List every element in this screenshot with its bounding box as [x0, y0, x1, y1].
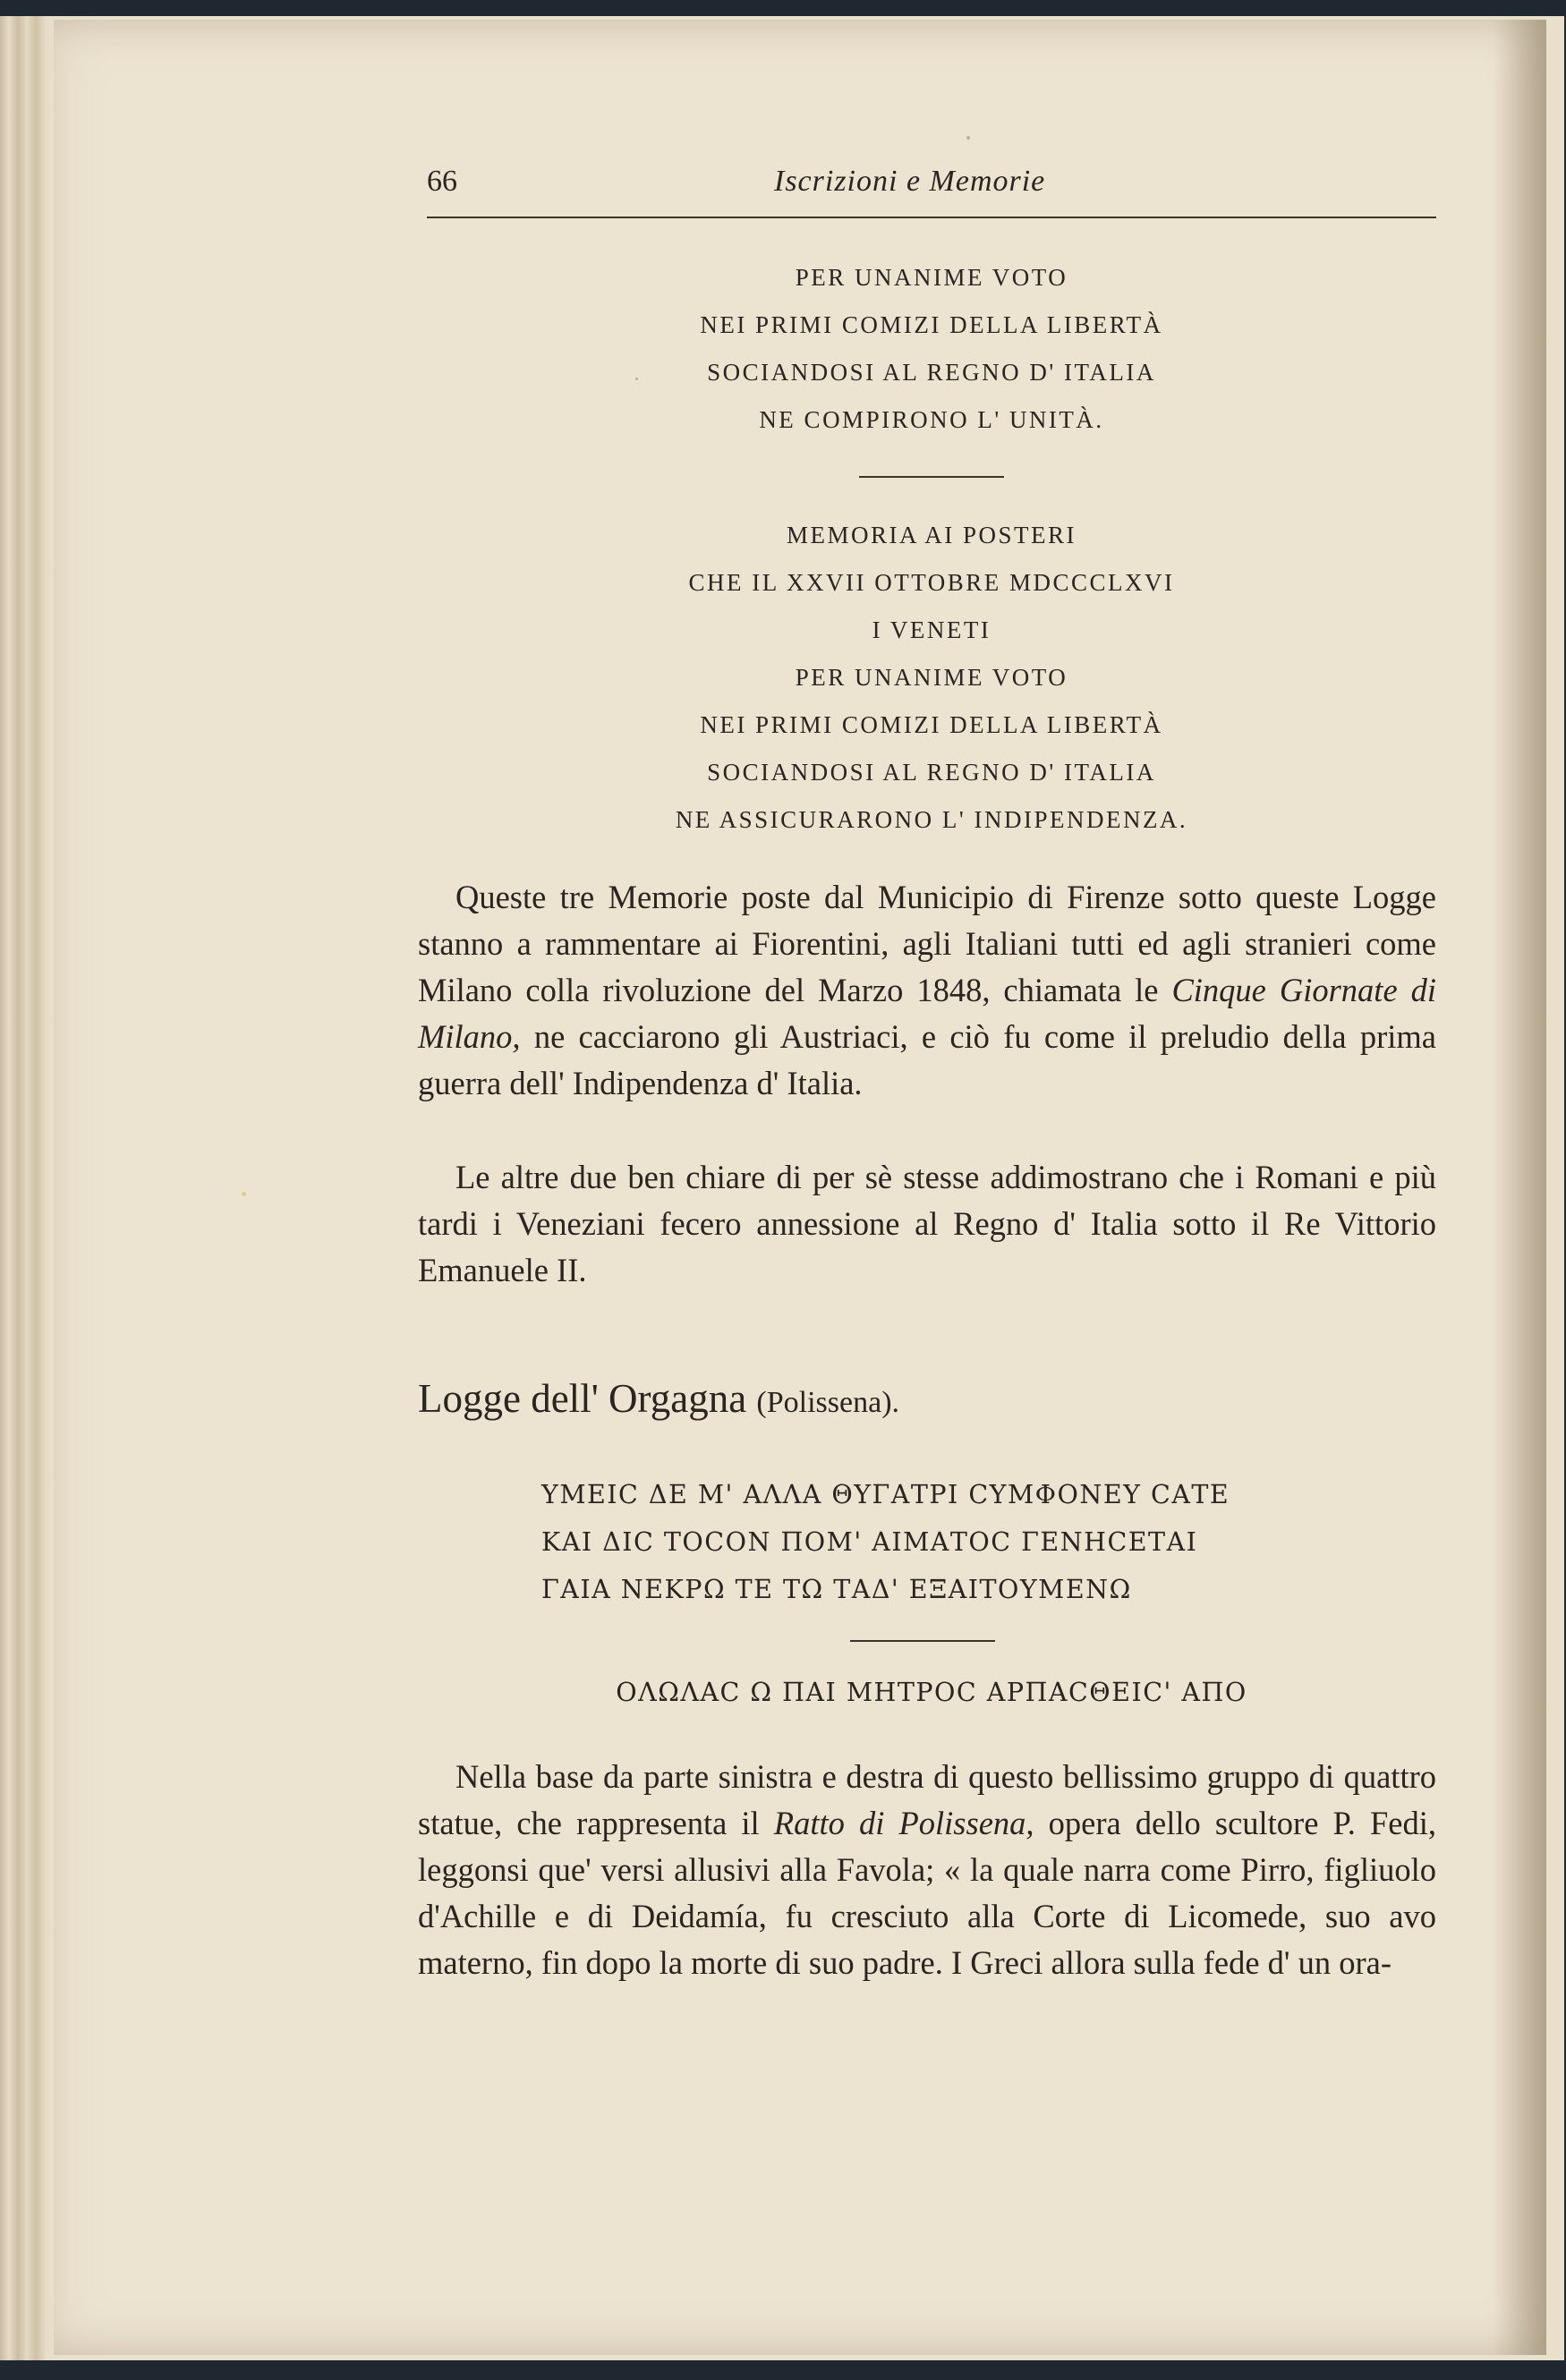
separator-rule — [859, 476, 1004, 478]
italic-title: Cinque Giornate di Milano, — [418, 972, 1437, 1055]
greek-inscription-line: ΟΛΩΛΑC Ω ΠΑΙ ΜΗΤΡΟC ΑΡΠΑCΘΕΙC' ΑΠΟ — [616, 1678, 1247, 1707]
greek-verse — [541, 1471, 1230, 1613]
book-page — [54, 20, 1546, 2355]
paragraph-text: ne cacciarono gli Austriaci, e ciò fu come il preludio della prima guerra dell' Indipendenza d' Italia. — [418, 1018, 1436, 1101]
inscription-line: PER UNANIME VOTO — [795, 664, 1068, 691]
inscription-line: CHE IL XXVII OTTOBRE MDCCCLXVI — [688, 569, 1175, 596]
inscription-line: I VENETI — [872, 616, 992, 643]
inscription-line: SOCIANDOSI AL REGNO D' ITALIA — [707, 359, 1156, 386]
running-head — [353, 165, 1436, 209]
inscription-line: NE ASSICURARONO L' INDIPENDENZA. — [675, 806, 1188, 833]
paragraph-text: Nella base da parte sinistra e destra di questo bellissimo gruppo di quattro statue, che rappresenta il — [418, 1758, 1436, 1841]
italic-title: Ratto di Polissena, — [773, 1805, 1034, 1841]
page-number: 66 — [427, 165, 457, 198]
inscription-line: SOCIANDOSI AL REGNO D' ITALIA — [707, 759, 1156, 786]
section-subtitle: (Polissena). — [756, 1386, 900, 1419]
inscription-italia — [427, 254, 1436, 444]
paragraph-memorie — [418, 874, 1436, 1107]
separator-rule — [850, 1640, 995, 1642]
binding-shadow — [1493, 20, 1546, 2355]
paragraph-annessione — [418, 1154, 1436, 1294]
inscription-veneti — [427, 512, 1436, 844]
paragraph-polissena — [418, 1754, 1436, 1986]
paragraph-text: opera dello scultore P. Fedi, leggonsi que' versi allusivi alla Favola; « la quale narra come Pirro, figliuolo d'Achille e di Deidamía, fu cresciuto alla Corte di Licomede, suo avo materno, fin dopo la morte di suo padre. I Greci allora sulla fede d' un ora- — [418, 1805, 1436, 1981]
inscription-line: NE COMPIRONO L' UNITÀ. — [759, 406, 1104, 433]
section-title: Logge dell' Orgagna — [418, 1376, 747, 1421]
greek-verse-line: ΚΑΙ ΔΙC ΤΟCΟΝ ΠΟΜ' ΑΙΜΑΤΟC ΓΕΝΗCΕΤΑΙ — [541, 1527, 1198, 1557]
paragraph-text: Le altre due ben chiare di per sè stesse addimostrano che i Romani e più tardi i Veneziani fecero annessione al Regno d' Italia sotto il Re Vittorio Emanuele II. — [418, 1159, 1436, 1288]
paragraph-text: Queste tre Memorie poste dal Municipio di Firenze sotto queste Logge stanno a rammentare ai Fiorentini, agli Italiani tutti ed agli stranieri come Milano colla rivoluzione del Marzo 1848, chiamata le — [418, 879, 1436, 1008]
paper-speck — [242, 1192, 246, 1196]
inscription-line: NEI PRIMI COMIZI DELLA LIBERTÀ — [700, 711, 1163, 738]
greek-verse-line: ΥΜΕΙC ΔΕ Μ' ΑΛΛΑ ΘΥΓΑΤΡΙ CΥΜΦΟΝΕΥ CΑΤΕ — [541, 1480, 1230, 1509]
header-rule — [427, 217, 1436, 218]
paper-speck — [966, 136, 970, 140]
greek-verse-line: ΓΑΙΑ ΝΕΚΡΩ ΤΕ ΤΩ ΤΑΔ' ΕΞΑΙΤΟΥΜΕΝΩ — [541, 1575, 1132, 1604]
section-heading — [418, 1375, 899, 1422]
inscription-line: PER UNANIME VOTO — [795, 264, 1068, 291]
running-title: Iscrizioni e Memorie — [774, 165, 1046, 198]
inscription-line: MEMORIA AI POSTERI — [786, 522, 1077, 548]
inscription-line: NEI PRIMI COMIZI DELLA LIBERTÀ — [700, 311, 1163, 338]
